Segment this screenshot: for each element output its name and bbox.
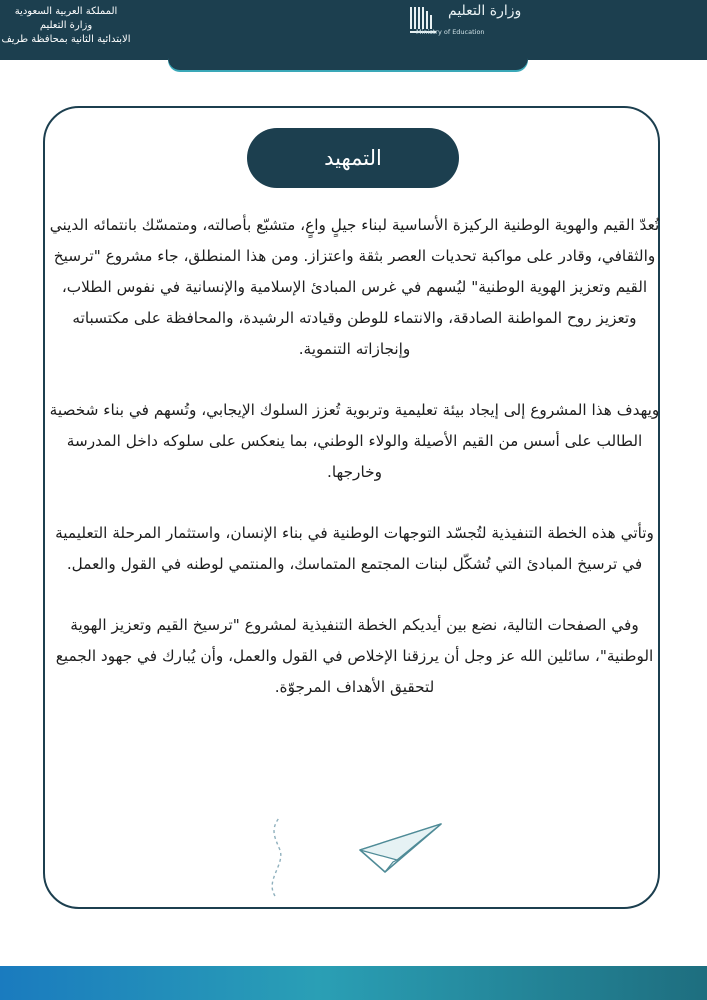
- logo-english-text: Ministry of Education: [416, 28, 485, 36]
- paragraph: وفي الصفحات التالية، نضع بين أيديكم الخطة التنفيذية لمشروع "ترسيخ القيم وتعزيز الهوية الوطنية"، سائلين الله عز وجل أن يرزقنا الإخلاص في القول والعمل، وأن يُبارك في جهود الجميع لتحقيق الأهداف المرجوّة.: [55, 616, 654, 696]
- intro-body: [46, 210, 663, 733]
- page-title: التمهيد: [247, 128, 459, 188]
- kingdom-label: المملكة العربية السعودية: [14, 6, 118, 17]
- header-text-block: [0, 5, 141, 47]
- paragraph: ويهدف هذا المشروع إلى إيجاد بيئة تعليمية وتربوية تُعزز السلوك الإيجابي، وتُسهم في بناء شخصية الطالب على أسس من القيم الأصيلة والولاء الوطني، بما ينعكس على سلوكه داخل المدرسة وخارجها.: [49, 401, 660, 481]
- paragraph: وتأتي هذه الخطة التنفيذية لتُجسّد التوجهات الوطنية في بناء الإنسان، واستثمار المرحلة التعليمية في ترسيخ المبادئ التي تُشكّل لبنات المجتمع المتماسك، والمنتمي لوطنه في القول والعمل.: [55, 524, 654, 573]
- ministry-logo: [408, 3, 522, 39]
- ministry-label: وزارة التعليم: [39, 20, 93, 31]
- paper-plane-icon: [265, 810, 445, 900]
- logo-arabic-text: وزارة التعليم: [448, 3, 522, 19]
- paragraph: تُعدّ القيم والهوية الوطنية الركيزة الأساسية لبناء جيلٍ واعٍ، متشبّع بأصالته، ومتمسّك بانتمائه الديني والثقافي، وقادر على مواكبة تحديات العصر بثقة واعتزاز. ومن هذا المنطلق، جاء مشروع "ترسيخ القيم وتعزيز الهوية الوطنية" ليُسهم في غرس المبادئ الإسلامية والإنسانية في نفوس الطلاب، وتعزيز روح المواطنة الصادقة، والانتماء للوطن وقيادته الرشيدة، والمحافظة على مكتسباته وإنجازاته التنموية.: [49, 216, 660, 358]
- header-tab: [168, 40, 528, 70]
- school-label: الابتدائية الثانية بمحافظة طريف: [1, 34, 131, 45]
- footer-bar: [0, 966, 707, 1000]
